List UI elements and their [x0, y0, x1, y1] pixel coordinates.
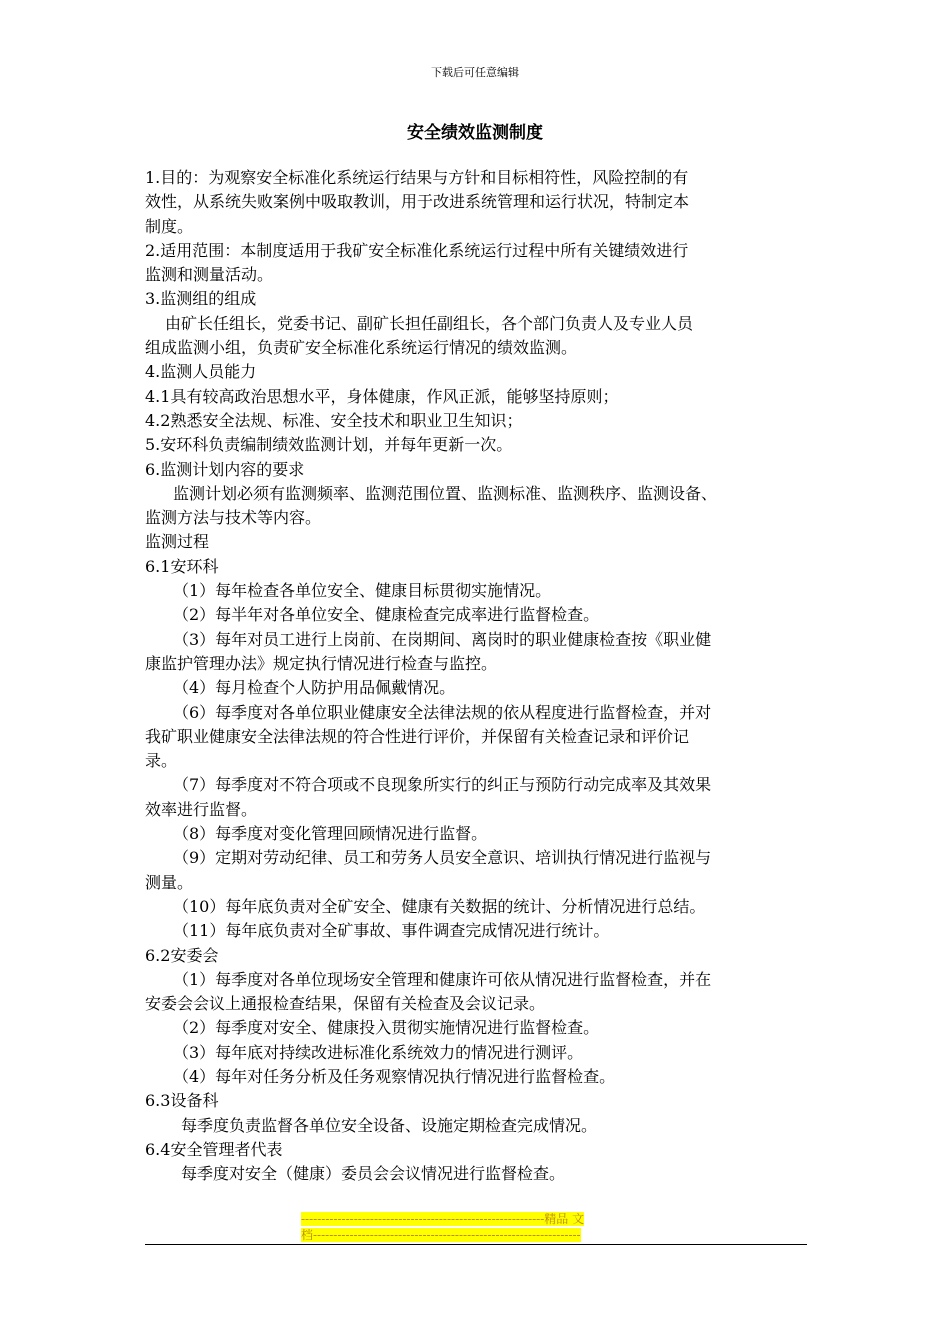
body-line: 6.1安环科: [145, 556, 219, 576]
body-line: 4.2熟悉安全法规、标准、安全技术和职业卫生知识；: [145, 410, 523, 430]
body-line: 制度。: [145, 216, 194, 236]
footer-watermark-line-2: 档------------------------------------------------------------------: [301, 1228, 581, 1242]
body-line: 效性，从系统失败案例中吸取教训，用于改进系统管理和运行状况，特制定本: [145, 192, 690, 212]
body-line: （4）每年对任务分析及任务观察情况执行情况进行监督检查。: [173, 1066, 616, 1086]
body-line: 5.安环科负责编制绩效监测计划，并每年更新一次。: [145, 435, 513, 455]
body-line: （6）每季度对各单位职业健康安全法律法规的依从程度进行监督检查，并对: [173, 702, 712, 722]
body-line: （1）每年检查各单位安全、健康目标贯彻实施情况。: [173, 581, 552, 601]
body-line: （4）每月检查个人防护用品佩戴情况。: [173, 678, 456, 698]
body-line: 效率进行监督。: [145, 799, 258, 819]
footer-divider: [145, 1244, 807, 1245]
body-line: 组成监测小组，负责矿安全标准化系统运行情况的绩效监测。: [145, 338, 578, 358]
body-line: 安委会会议上通报检查结果，保留有关检查及会议记录。: [145, 994, 546, 1014]
body-line: 每季度负责监督各单位安全设备、设施定期检查完成情况。: [181, 1115, 598, 1135]
body-line: 监测方法与技术等内容。: [145, 508, 322, 528]
footer-watermark: [301, 1211, 651, 1243]
body-line: （9）定期对劳动纪律、员工和劳务人员安全意识、培训执行情况进行监视与: [173, 848, 712, 868]
body-line: 监测计划必须有监测频率、监测范围位置、监测标准、监测秩序、监测设备、: [173, 483, 718, 503]
body-line: 监测过程: [145, 532, 210, 552]
body-line: 4.1具有较高政治思想水平，身体健康，作风正派，能够坚持原则；: [145, 386, 619, 406]
body-line: （11）每年底负责对全矿事故、事件调查完成情况进行统计。: [173, 921, 610, 941]
body-line: 3.监测组的组成: [145, 289, 257, 309]
body-line: （3）每年底对持续改进标准化系统效力的情况进行测评。: [173, 1042, 584, 1062]
body-line: 4.监测人员能力: [145, 362, 257, 382]
body-line: 2.适用范围：本制度适用于我矿安全标准化系统运行过程中所有关键绩效进行: [145, 240, 689, 260]
body-line: 1.目的：为观察安全标准化系统运行结果与方针和目标相符性，风险控制的有: [145, 168, 689, 187]
body-line: 测量。: [145, 872, 194, 892]
footer-watermark-line-1: ------------------------------------------------------------精品 文: [301, 1212, 585, 1226]
body-line: （8）每季度对变化管理回顾情况进行监督。: [173, 824, 488, 844]
body-line: 录。: [145, 751, 178, 771]
body-line: 6.4安全管理者代表: [145, 1139, 283, 1159]
body-line: 6.2安委会: [145, 945, 219, 965]
body-line: （2）每季度对安全、健康投入贯彻实施情况进行监督检查。: [173, 1018, 600, 1038]
body-line: （7）每季度对不符合项或不良现象所实行的纠正与预防行动完成率及其效果: [173, 775, 712, 795]
body-line: 监测和测量活动。: [145, 265, 274, 285]
body-line: 6.监测计划内容的要求: [145, 459, 305, 479]
body-line: 康监护管理办法》规定执行情况进行检查与监控。: [145, 653, 498, 673]
body-line: （2）每半年对各单位安全、健康检查完成率进行监督检查。: [173, 605, 600, 625]
document-body: [145, 166, 817, 1186]
body-line: 由矿长任组长，党委书记、副矿长担任副组长，各个部门负责人及专业人员: [165, 313, 694, 333]
body-line: （1）每季度对各单位现场安全管理和健康许可依从情况进行监督检查，并在: [173, 969, 712, 989]
body-line: 6.3设备科: [145, 1091, 219, 1111]
header-note: 下载后可任意编辑: [431, 66, 519, 79]
body-line: 我矿职业健康安全法律法规的符合性进行评价，并保留有关检查记录和评价记: [145, 726, 690, 746]
body-line: （3）每年对员工进行上岗前、在岗期间、离岗时的职业健康检查按《职业健: [173, 629, 712, 649]
body-line: （10）每年底负责对全矿安全、健康有关数据的统计、分析情况进行总结。: [173, 896, 706, 916]
body-line: 每季度对安全（健康）委员会会议情况进行监督检查。: [181, 1164, 566, 1184]
document-title: 安全绩效监测制度: [407, 123, 543, 143]
